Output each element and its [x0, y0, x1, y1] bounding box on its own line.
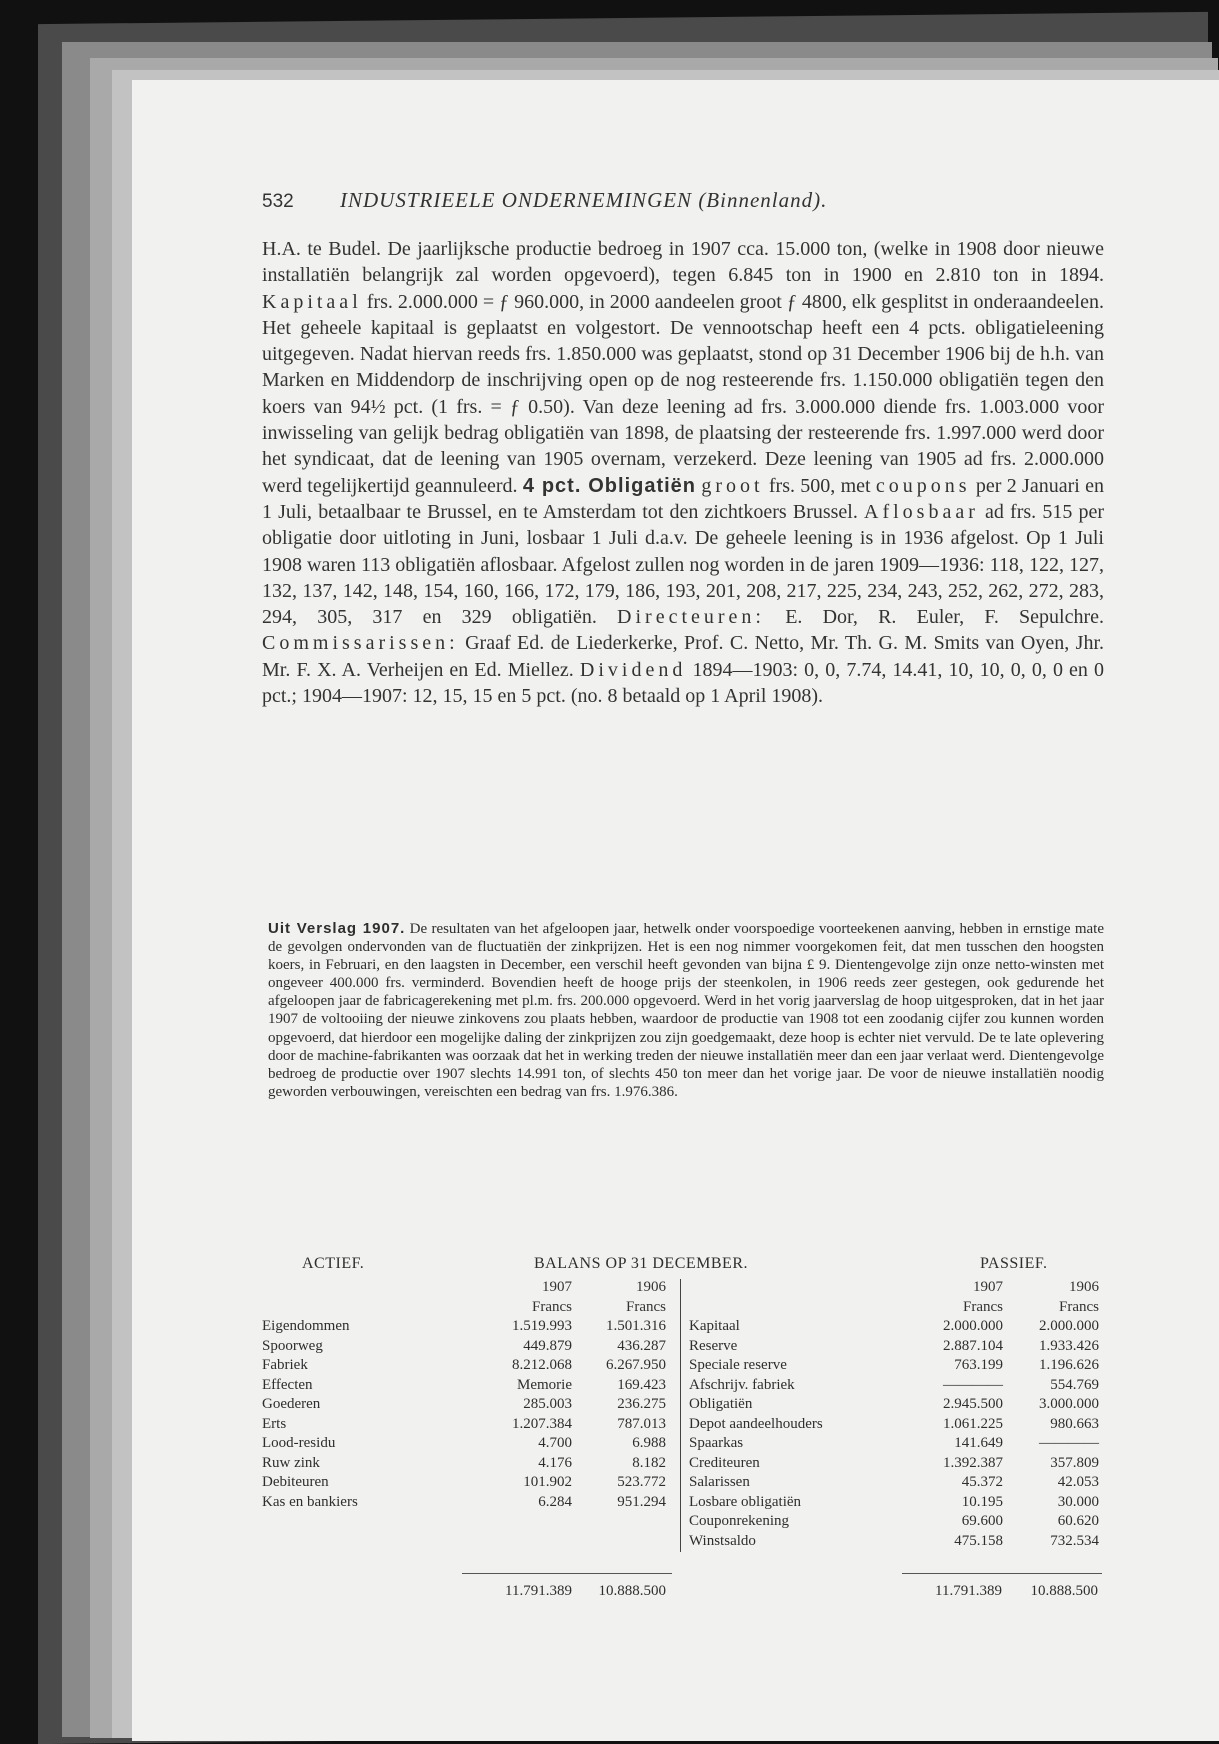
actief-row-value-1906: 436.287 — [617, 1337, 666, 1354]
passief-row-label: Speciale reserve — [689, 1357, 787, 1373]
paragraph-dividend: 1894—1903: 0, 0, 7.74, 14.41, 10, 10, 0, 0, 0 en 0 pct.; 1904—1907: 12, 15, 15 en 5 pct. (no. 8 betaald op 1 April 1908). — [262, 658, 1105, 708]
balance-headings — [262, 1255, 1104, 1279]
actief-row-value-1906: 787.013 — [617, 1415, 666, 1432]
passief-row — [681, 1338, 1105, 1358]
actief-row-label: Kas en bankiers — [262, 1493, 358, 1510]
paragraph-intro: H.A. te Budel. De jaarlijksche productie bedroeg in 1907 cca. 15.000 ton, (welke in 1908 door nieuwe installatiën belangrijk zal worden opgevoerd), tegen 6.845 ton in 1900 en 2.810 ton in 1894. — [262, 238, 1104, 287]
actief-row-value-1907: 449.879 — [523, 1337, 572, 1354]
passief-total-1907: 11.791.389 — [935, 1583, 1002, 1599]
passief-row — [681, 1435, 1105, 1455]
passief-row-value-1906: 554.769 — [1050, 1376, 1099, 1393]
actief-row — [262, 1377, 676, 1397]
actief-total-rule — [462, 1573, 672, 1574]
passief-row-label: Crediteuren — [689, 1454, 760, 1471]
actief-row-value-1907: 1.519.993 — [512, 1318, 572, 1334]
actief-row-value-1907: 8.212.068 — [512, 1357, 572, 1373]
passief-row-label: Couponrekening — [689, 1513, 789, 1529]
passief-row-label: Depot aandeelhouders — [689, 1415, 823, 1432]
groot-label: groot — [701, 474, 764, 497]
passief-row — [681, 1357, 1105, 1377]
page-header — [262, 188, 1102, 213]
passief-row-label: Kapitaal — [689, 1318, 740, 1334]
dividend-label: Dividend — [579, 658, 687, 681]
paragraph-aflosbaar: ad frs. 515 per obligatie door uitloting in Juni, losbaar 1 Juli d.a.v. De geheele leening is in 1936 afgelost. Op 1 Juli 1908 waren 113 obligatiën aflosbaar. Afgelost zullen nog worden in de jaren 1909—1936: 118, 122, 127, 132, 137, 142, 148, 154, 160, 166, 172, 179, 186, 193, 201, 208, 217, 225, 234, 243, 252, 262, 272, 283, 294, 305, 317 en 329 obligatiën. — [262, 500, 1105, 629]
passief-row — [681, 1396, 1105, 1416]
actief-row-label: Fabriek — [262, 1357, 308, 1373]
paragraph-coupons: per 2 Januari en 1 Juli, betaalbaar te Brussel, en te Amsterdam tot den zichtkoers Brussel. — [262, 474, 1104, 523]
actief-row-value-1906: 523.772 — [617, 1474, 666, 1490]
actief-row-label: Spoorweg — [262, 1337, 323, 1354]
passief-unit-row — [681, 1299, 1105, 1319]
paragraph-commissarissen: Graaf Ed. de Liederkerke, Prof. C. Netto, Mr. Th. G. M. Smits van Oyen, Jhr. Mr. F. X. A. Verheijen en Ed. Miellez. — [262, 632, 1105, 681]
paragraph-kapitaal: frs. 2.000.000 = ƒ 960.000, in 2000 aandeelen groot ƒ 4800, elk gesplitst in onderaandeelen. Het geheele kapitaal is geplaatst en volgestort. De vennootschap heeft een 4 pcts. obligatieleening uitgegeven. Nadat hiervan reeds frs. 1.850.000 was geplaatst, stond op 31 December 1906 bij de h.h. van Marken en Middendorp de inschrijving open op de nog resteerende frs. 1.150.000 obligatiën tegen den koers van 94½ pct. (1 frs. = ƒ 0.50). Van deze leening ad frs. 3.000.000 diende frs. 1.003.000 voor inwisseling van gelijk bedrag obligatiën van 1898, de plaatsing der resteerende frs. 1.997.000 werd door het syndicaat, dat de leening van 1905 overnam, verzekerd. Deze leening van 1905 ad frs. 2.000.000 werd tegelijkertijd geannuleerd. — [262, 290, 1104, 497]
passief-unit-1906: Francs — [1059, 1298, 1099, 1315]
actief-row-value-1907: 101.902 — [523, 1474, 572, 1490]
passief-row-label: Winstsaldo — [689, 1532, 756, 1549]
passief-row — [681, 1494, 1105, 1514]
actief-unit-row — [262, 1299, 676, 1319]
actief-row-value-1907: 4.176 — [538, 1454, 572, 1471]
actief-row-value-1906: 951.294 — [617, 1493, 666, 1510]
actief-row-label: Eigendommen — [262, 1318, 350, 1334]
passief-row — [681, 1455, 1105, 1475]
passief-row-label: Spaarkas — [689, 1435, 744, 1451]
passief-row-value-1907: 2.887.104 — [943, 1337, 1003, 1354]
passief-row-value-1906: 42.053 — [1057, 1474, 1099, 1490]
obligatien-label: 4 pct. Obligatiën — [522, 474, 697, 497]
passief-table — [680, 1279, 1105, 1552]
passief-year-1907: 1907 — [973, 1279, 1003, 1295]
passief-row-value-1907: 69.600 — [961, 1513, 1003, 1529]
actief-total-1906: 10.888.500 — [598, 1583, 666, 1599]
passief-row-label: Afschrijv. fabriek — [689, 1376, 795, 1393]
passief-total-rule — [902, 1573, 1102, 1574]
passief-row — [681, 1513, 1105, 1533]
commissarissen-label: Commissarissen: — [262, 632, 459, 655]
actief-row — [262, 1455, 676, 1475]
passief-row-label: Obligatiën — [689, 1396, 753, 1412]
balance-title: BALANS OP 31 DECEMBER. — [534, 1255, 748, 1272]
actief-row-value-1906: 169.423 — [617, 1376, 666, 1393]
passief-row-value-1906: 980.663 — [1050, 1415, 1099, 1432]
actief-row-value-1906: 1.501.316 — [606, 1318, 666, 1334]
actief-heading: ACTIEF. — [302, 1255, 365, 1272]
actief-row-value-1907: 1.207.384 — [512, 1415, 572, 1432]
passief-row-value-1907: 1.392.387 — [943, 1454, 1003, 1471]
actief-row-label: Effecten — [262, 1376, 313, 1393]
passief-row-value-1906: 3.000.000 — [1039, 1396, 1099, 1412]
actief-table — [262, 1279, 676, 1513]
page-number: 532 — [262, 191, 294, 212]
actief-row-label: Erts — [262, 1415, 287, 1432]
actief-row — [262, 1435, 676, 1455]
actief-row-label: Lood-residu — [262, 1435, 336, 1451]
actief-row — [262, 1416, 676, 1436]
passief-row-value-1907: 10.195 — [961, 1493, 1003, 1510]
actief-row-value-1906: 8.182 — [632, 1454, 666, 1471]
passief-row-value-1907: 141.649 — [954, 1435, 1003, 1451]
passief-row-value-1907: 45.372 — [961, 1474, 1003, 1490]
company-description — [262, 236, 1104, 709]
passief-rows — [681, 1318, 1105, 1552]
passief-row — [681, 1377, 1105, 1397]
passief-row-value-1906: 2.000.000 — [1039, 1318, 1099, 1334]
kapitaal-label: Kapitaal — [262, 290, 362, 313]
paragraph-groot: frs. 500, met — [768, 474, 871, 497]
actief-total-1907: 11.791.389 — [505, 1583, 572, 1599]
running-title: INDUSTRIEELE ONDERNEMINGEN (Binnenland). — [340, 188, 828, 212]
coupons-label: coupons — [875, 474, 971, 497]
passief-row-value-1906: 1.933.426 — [1039, 1337, 1099, 1354]
report-lead: Uit Verslag 1907. — [268, 920, 406, 937]
actief-row — [262, 1318, 676, 1338]
passief-row-value-1906: 357.809 — [1050, 1454, 1099, 1471]
passief-row-label: Salarissen — [689, 1474, 750, 1490]
passief-row — [681, 1533, 1105, 1553]
passief-row-value-1906: 1.196.626 — [1039, 1357, 1099, 1373]
actief-row-value-1907: 285.003 — [523, 1396, 572, 1412]
directeuren-label: Directeuren: — [617, 606, 765, 629]
actief-year-1906: 1906 — [636, 1279, 666, 1295]
actief-unit-1906: Francs — [626, 1298, 666, 1315]
passief-row-label: Losbare obligatiën — [689, 1493, 802, 1510]
passief-row-value-1906: 60.620 — [1057, 1513, 1099, 1529]
actief-row-value-1906: 236.275 — [617, 1396, 666, 1412]
passief-row-value-1907: 763.199 — [954, 1357, 1003, 1373]
passief-year-1906: 1906 — [1069, 1279, 1099, 1295]
passief-row — [681, 1474, 1105, 1494]
passief-year-row — [681, 1279, 1105, 1299]
actief-year-1907: 1907 — [542, 1279, 572, 1295]
passief-row — [681, 1416, 1105, 1436]
actief-row — [262, 1396, 676, 1416]
passief-row-value-1907: 1.061.225 — [943, 1415, 1003, 1432]
actief-row-label: Debiteuren — [262, 1474, 329, 1490]
actief-rows — [262, 1318, 676, 1513]
actief-row-label: Ruw zink — [262, 1454, 320, 1471]
passief-row — [681, 1318, 1105, 1338]
passief-heading: PASSIEF. — [980, 1255, 1048, 1272]
passief-total-1906: 10.888.500 — [1030, 1583, 1098, 1599]
aflosbaar-label: Aflosbaar — [864, 500, 979, 523]
actief-row-value-1907: Memorie — [517, 1376, 572, 1393]
passief-row-label: Reserve — [689, 1337, 738, 1354]
actief-year-row — [262, 1279, 676, 1299]
actief-row-value-1906: 6.267.950 — [606, 1357, 666, 1373]
report-text: De resultaten van het afgeloopen jaar, hetwelk onder voorspoedige voorteekenen aanving, hebben in ernstige mate de gevolgen ondervonden van de fluctuatiën der zinkprijzen. Het is een nog nimmer voorgekomen feit, dat men tusschen den hoogsten koers, in Februari, en den laagsten in December, een verschil heeft gevonden van bijna £ 9. Dientengevolge zijn onze netto-winsten met ongeveer 400.000 frs. verminderd. Bovendien heeft de hooge prijs der steenkolen, in 1906 reeds zeer gestegen, ook gedurende het afgeloopen jaar de fabricagerekening met pl.m. frs. 200.000 opgevoerd. Werd in het vorig jaarverslag de hoop uitgesproken, dat in het jaar 1907 de voltooiing der nieuwe zinkovens zou plaats hebben, waardoor de productie van 1908 tot een zoodanig cijfer zou kunnen worden opgevoerd, dat hierdoor een mogelijke daling der zinkprijzen zou zijn goedgemaakt, deze hoop is echter niet vervuld. De te late oplevering door de machine-fabrikanten was oorzaak dat het in werking treden der nieuwe installatiën meer dan een jaar verlaat werd. Dientengevolge bedroeg de productie over 1907 slechts 14.991 ton, of slechts 450 ton meer dan het vorige jaar. De voor de nieuwe installatiën noodig geworden verbouwingen, vereischten een bedrag van frs. 1.976.386. — [268, 921, 1105, 1100]
actief-row — [262, 1474, 676, 1494]
actief-row — [262, 1357, 676, 1377]
passief-row-value-1907: ———— — [943, 1376, 1003, 1393]
actief-row — [262, 1338, 676, 1358]
passief-row-value-1906: 732.534 — [1050, 1532, 1099, 1549]
actief-row-value-1906: 6.988 — [632, 1435, 666, 1451]
passief-row-value-1906: ———— — [1039, 1435, 1099, 1451]
actief-row-value-1907: 4.700 — [538, 1435, 572, 1451]
annual-report-excerpt — [268, 920, 1104, 1101]
actief-row — [262, 1494, 676, 1514]
actief-row-label: Goederen — [262, 1396, 321, 1412]
passief-unit-1907: Francs — [963, 1298, 1003, 1315]
actief-row-value-1907: 6.284 — [538, 1493, 572, 1510]
actief-unit-1907: Francs — [532, 1298, 572, 1315]
paragraph-directeuren: E. Dor, R. Euler, F. Sepulchre. — [785, 606, 1105, 629]
passief-row-value-1906: 30.000 — [1057, 1493, 1099, 1510]
balance-sheet — [262, 1255, 1104, 1599]
passief-row-value-1907: 2.945.500 — [943, 1396, 1003, 1412]
passief-row-value-1907: 2.000.000 — [943, 1318, 1003, 1334]
passief-row-value-1907: 475.158 — [954, 1532, 1003, 1549]
